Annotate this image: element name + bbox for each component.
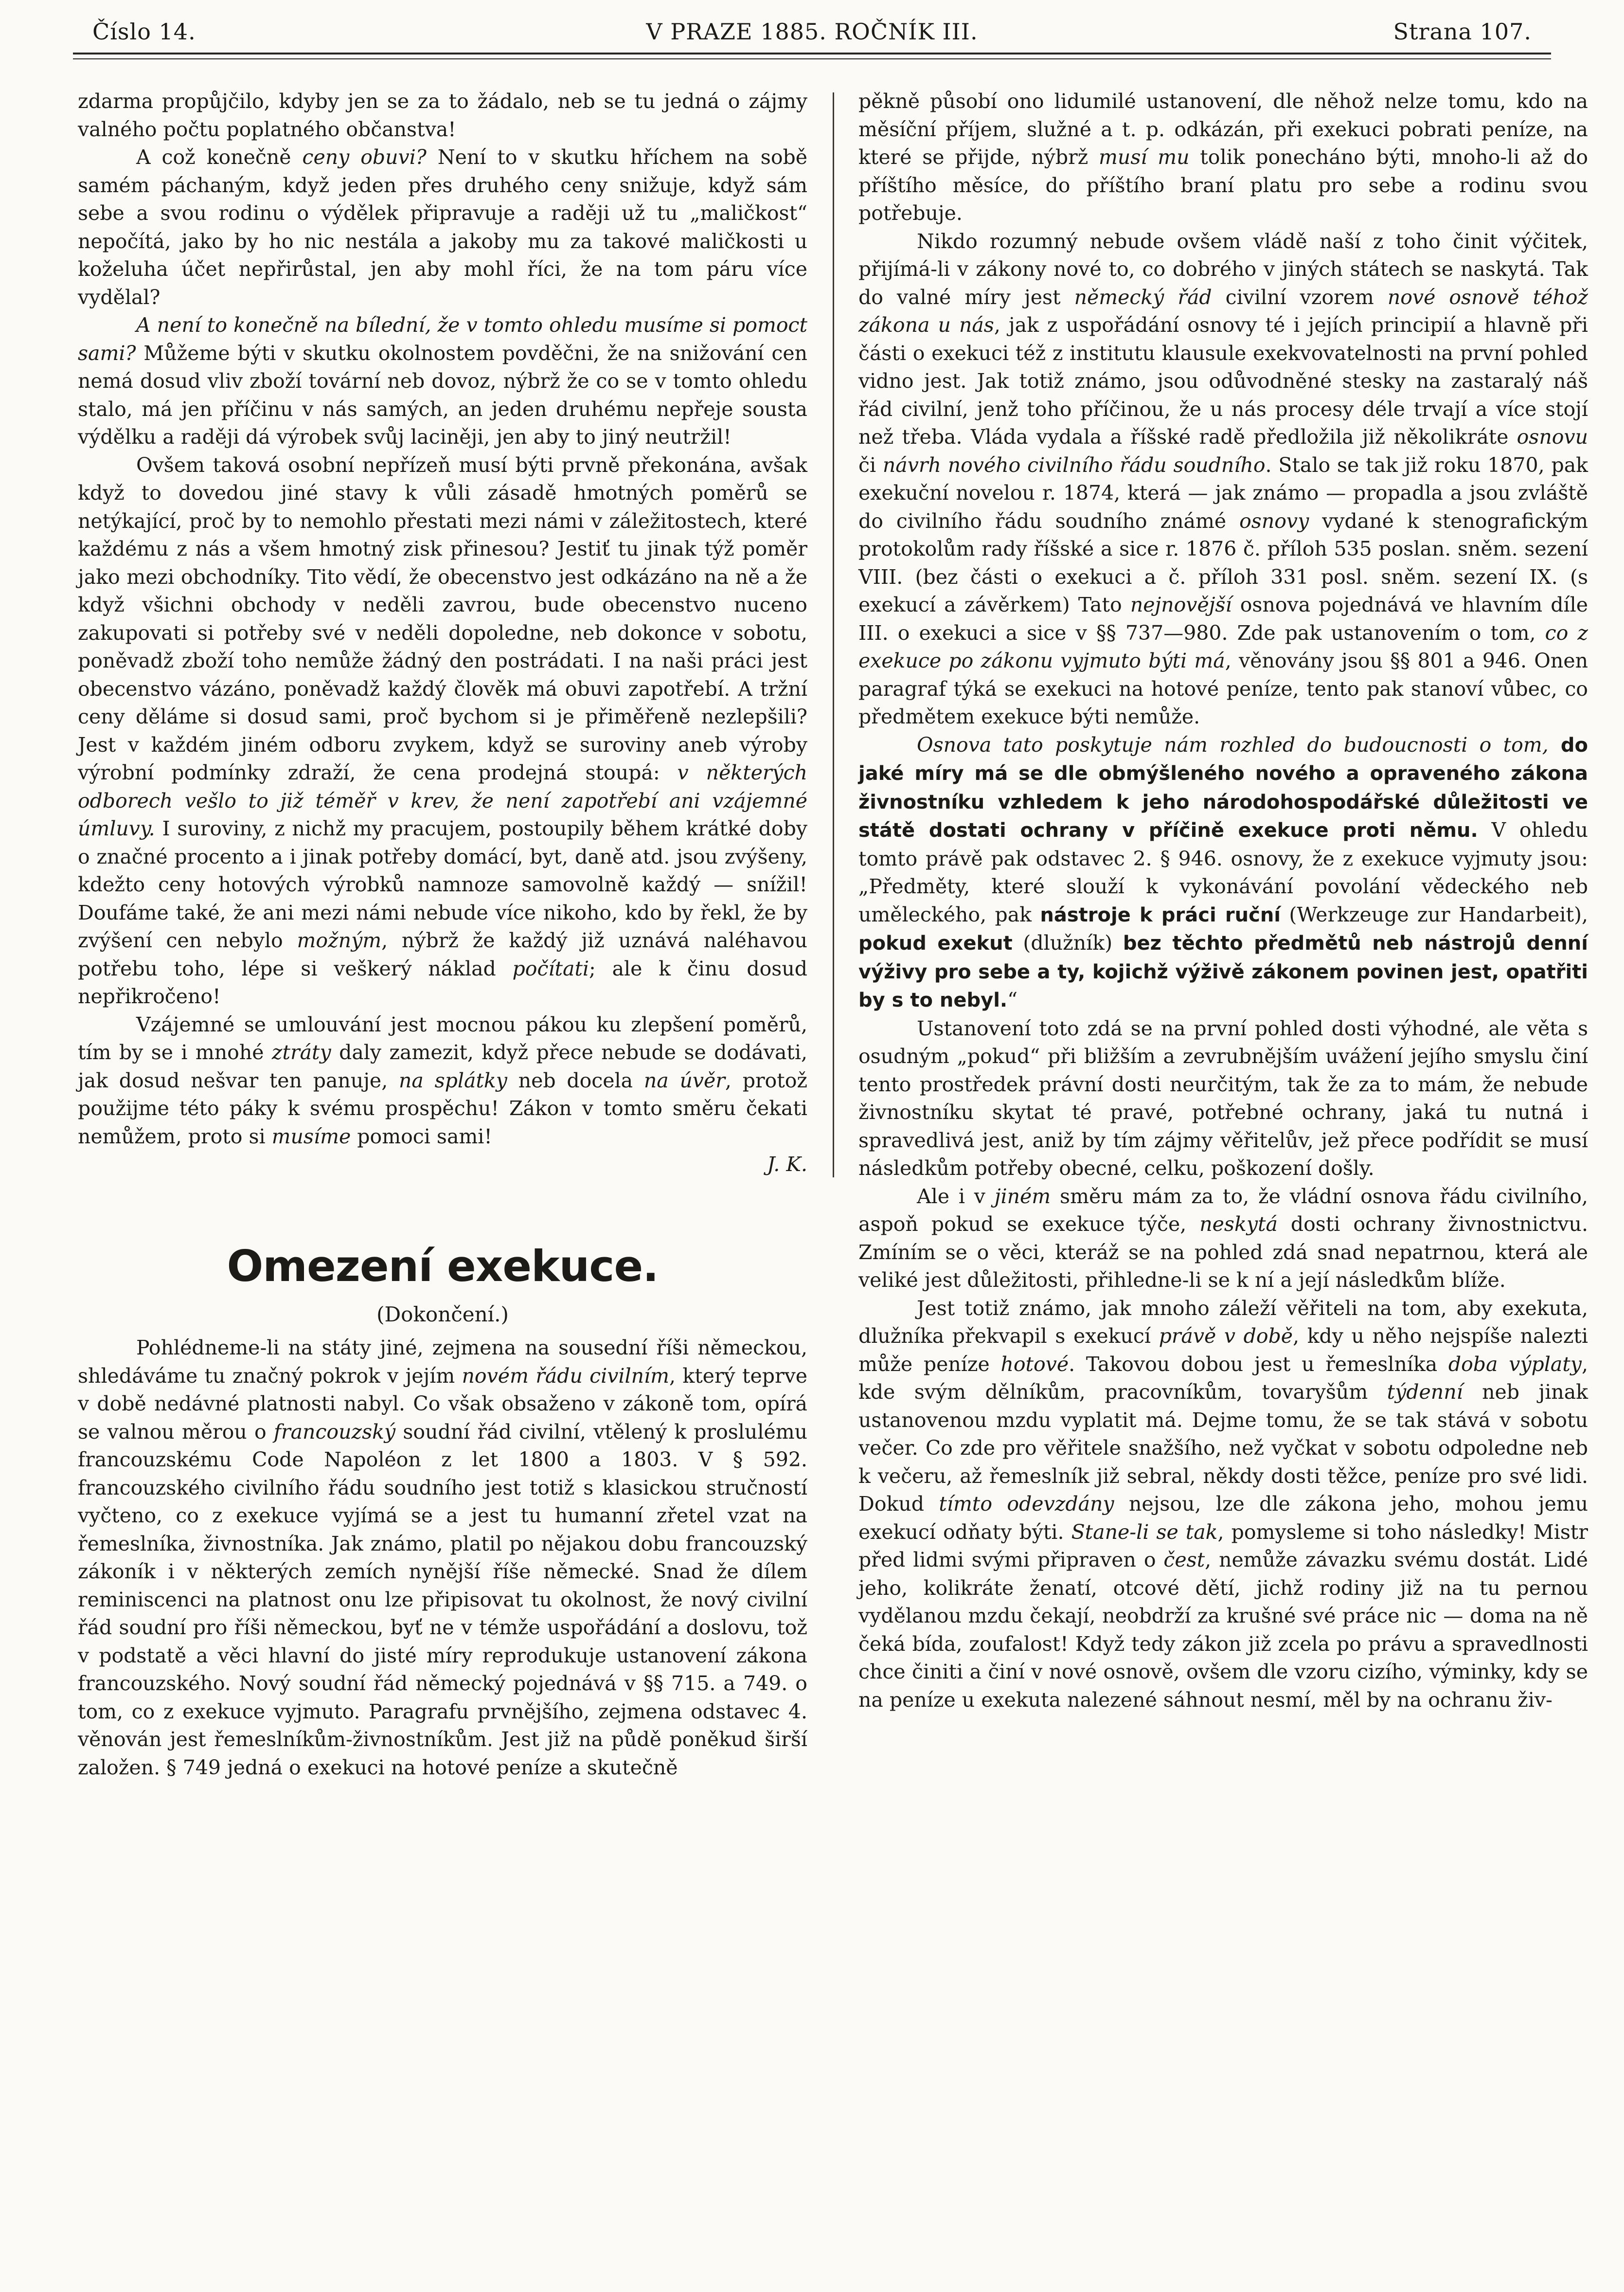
right-paragraph-6: Jest totiž známo, jak mnoho záleží věřiteli na tom, aby exekuta, dlužníka překvapil s exekucí právě v době, kdy u něho nejspíše nalezti může peníze hotové. Takovou dobou jest u řemeslníka doba výplaty, kde svým dělníkům, pracovníkům, tovaryšům týdenní neb jinak ustanovenou mzdu vyplatit má. Dejme tomu, že se tak stává v sobotu večer. Co zde pro věřitele snažšího, než vyčkat v sobotu odpoledne neb k večeru, až řemeslník již sebral, někdy dosti těžce, peníze pro své lidi. Dokud tímto odevzdány nejsou, lze dle zákona jeho, mohou jemu exekucí odňaty býti. Stane-li se tak, pomysleme si toho následky! Mistr před lidmi svými připraven o čest, nemůže závazku svému dostát. Lidé jeho, kolikráte ženatí, otcové dětí, jichž rodiny již na tu pernou vydělanou mzdu čekají, neobdrží za krušné své práce nic — doma na ně čeká bída, zoufalost! Když tedy zákon již zcela po právu a spravedlnosti chce činiti a činí v nové osnově, ovšem dle vzoru cizího, výminky, kdy se na peníze u exekuta nalezené sáhnout nesmí, měl by na ochranu živ-: [858, 1296, 1588, 1712]
right-paragraph-5: Ale i v jiném směru mám za to, že vládní osnova řádu civilního, aspoň pokud se exekuce týče, neskytá dosti ochrany živnostnictvu. Zmíním se o věci, kteráž se na pohled zdá snad nepatrnou, která ale veliké jest důležitosti, přihledne-li se k ní a její následkům blíže.: [858, 1184, 1588, 1292]
right-paragraph-1: pěkně působí ono lidumilé ustanovení, dle něhož nelze tomu, kdo na měsíční příjem, služné a t. p. odkázán, při exekuci pobrati peníze, na které se přijde, nýbrž musí mu tolik ponecháno býti, mnoho-li až do příštího měsíce, do příštího braní platu pro sebe a rodinu svou potřebuje.: [858, 90, 1588, 225]
left-paragraph-6: Pohlédneme-li na státy jiné, zejmena na sousední říši německou, shledáváme tu značný pokrok v jejím novém řádu civilním, který teprve v době nedávné platnosti nabyl. Co však obsaženo v zákoně tom, opírá se valnou měrou o francouzský soudní řád civilní, vtělený k proslulému francouzskému Code Napoléon z let 1800 a 1803. V § 592. francouzského civilního řádu soudního jest totiž s klasickou stručností vyčteno, co z exekuce vyjímá se a jest tu humanní zřetel vzat na řemeslníka, živnostníka. Jak známo, platil po nějakou dobu francouzský zákoník i v některých zemích nynější říše německé. Snad že dílem reminiscenci na platnost onu lze připisovat tu okolnost, že nový civilní řád soudní pro říši německou, byť ne v témže uspořádání a doslovu, tož v podstatě a věci hlavní do jisté míry reprodukuje ustanovení zákona francouzského. Nový soudní řád německý pojednává v §§ 715. a 749. o tom, co z exekuce vyjmuto. Paragrafu prvnějšího, zejmena odstavec 4. věnován jest řemeslníkům-živnostníkům. Jest již na půdě poněkud širší založen. § 749 jedná o exekuci na hotové peníze a skutečně: [78, 1336, 807, 1779]
right-paragraph-4: Ustanovení toto zdá se na první pohled dosti výhodné, ale věta s osudným „pokud“ při bližším a zevrubnějším uvážení jejího smyslu činí tento prostředek právní dosti neurčitým, tak že za to mám, že nebude živnostníku skytat té pravé, potřebné ochrany, jaká tu nutná i spravedlivá jest, aniž by tím zájmy věřitelův, jež přece podřídit se musí následkům potřeby obecné, celku, poškození došly.: [858, 1016, 1588, 1180]
place-year-volume: V PRAZE 1885. ROČNÍK III.: [646, 18, 978, 45]
header-rule-thin: [73, 58, 1551, 59]
issue-number: Číslo 14.: [92, 18, 196, 45]
left-column: [78, 88, 807, 1782]
author-signature: J. K.: [767, 1153, 807, 1176]
left-paragraph-2: A což konečně ceny obuvi? Není to v skutku hříchem na sobě samém páchaným, když jeden přes druhého ceny snižuje, když sám sebe a svou rodinu o výdělek připravuje a raději už tu „maličkost“ nepočítá, jako by ho nic nestála a jakoby mu za takové maličkosti u koželuha účet nepřirůstal, jen aby mohl říci, že na tom páru více vydělal?: [78, 145, 808, 309]
right-column: [858, 88, 1588, 1714]
left-paragraph-4: Ovšem taková osobní nepřízeň musí býti prvně překonána, avšak když to dovedou jiné stavy k vůli zásadě hmotných poměrů se netýkající, proč by to nemohlo přestati mezi námi v záležitostech, které každému z nás a všem hmotný zisk přinesou? Jestiť tu jinak týž poměr jako mezi obchodníky. Tito vědí, že obecenstvo jest odkázáno na ně a že když všichni obchody v neděli zavrou, bude obecenstvo nuceno zakupovati si potřeby své v neděli dopoledne, neb dokonce v sobotu, poněvadž zboží toho nemůže žádný den postrádati. I na naši práci jest obecenstvo vázáno, poněvadž každý člověk má obuvi zapotřebí. A tržní ceny děláme si dosud sami, proč bychom si je přiměřeně nezlepšili? Jest v každém jiném odboru zvykem, když se suroviny aneb výroby výrobní podmínky zdraží, že cena prodejná stoupá: v některých odborech vešlo to již téměř v krev, že není zapotřebí ani vzájemné úmluvy. I suroviny, z nichž my pracujem, postoupily během krátké doby o značné procento a i jinak potřeby domácí, byt, daně atd. jsou zvýšeny, kdežto ceny hotových výrobků namnoze samovolně každý — snížil! Doufáme také, že ani mezi námi nebude více nikoho, kdo by řekl, že by zvýšení cen nebylo možným, nýbrž že každý již uznává naléhavou potřebu toho, lépe si veškerý náklad počítati; ale k činu dosud nepřikročeno!: [78, 453, 808, 1008]
page-header: [92, 15, 1532, 49]
right-paragraph-2: Nikdo rozumný nebude ovšem vládě naší z toho činit výčitek, přijímá-li v zákony nové to, co dobrého v jiných státech se naskytá. Tak do valné míry jest německý řád civilní vzorem nové osnově téhož zákona u nás, jak z uspořádání osnovy té i jejích principií a hlavně při části o exekuci též z institutu klausule exekvovatelnosti na první pohled vidno jest. Jak totiž známo, jsou odůvodněné stesky na zastaralý náš řád civilní, jenž toho příčinou, že u nás procesy déle trvají a více stojí než třeba. Vláda vydala a říšské radě předložila již několikráte osnovu či návrh nového civilního řádu soudního. Stalo se tak již roku 1870, pak exekuční novelou r. 1874, která — jak známo — propadla a jsou zvláště do civilního řádu soudního známé osnovy vydané k stenografickým protokolům rady říšské a sice r. 1876 č. příloh 535 poslan. sněm. sezení VIII. (bez části o exekuci a č. příloh 331 posl. sněm. sezení IX. (s exekucí a závěrkem) Tato nejnovější osnova pojednává ve hlavním díle III. o exekuci a sice v §§ 737—980. Zde pak ustanovením o tom, co z exekuce po zákonu vyjmuto býti má, věnovány jsou §§ 801 a 946. Onen paragraf týká se exekuci na hotové peníze, tento pak stanoví vůbec, co předmětem exekuce býti nemůže.: [858, 229, 1588, 728]
column-divider: [833, 92, 834, 1177]
header-rule-thick: [73, 53, 1551, 54]
right-paragraph-3: Osnova tato poskytuje nám rozhled do budoucnosti o tom, do jaké míry má se dle obmýšleného nového a opraveného zákona živnostníku vzhledem k jeho národohospodářské důležitosti ve státě dostati ochrany v příčině exekuce proti němu. V ohledu tomto právě pak odstavec 2. § 946. osnovy, že z exekuce vyjmuty jsou: „Předměty, které slouží k vykonávání povolání vědeckého neb uměleckého, pak nástroje k práci ruční (Werkzeuge zur Handarbeit), pokud exekut (dlužník) bez těchto předmětů neb nástrojů denní výživy pro sebe a ty, kojichž výživě zákonem povinen jest, opatřiti by s to nebyl.“: [858, 733, 1588, 1011]
left-paragraph-5: Vzájemné se umlouvání jest mocnou pákou ku zlepšení poměrů, tím by se i mnohé ztráty daly zamezit, když přece nebude se dodávati, jak dosud nešvar ten panuje, na splátky neb docela na úvěr, protož použijme této páky k svému prospěchu! Zákon v tomto směru čekati nemůžem, proto si musíme pomoci sami!: [78, 1012, 808, 1148]
article-title: Omezení exekuce.: [227, 1241, 659, 1291]
left-paragraph-3: A není to konečně na bílední, že v tomto ohledu musíme si pomoct sami? Můžeme býti v skutku okolnostem povděčni, že na snižování cen nemá dosud vliv zboží tovární neb dovoz, nýbrž že co se v tomto ohledu stalo, má jen příčinu v nás samých, an jeden druhému nepřeje sousta výdělku a raději dá výrobek svůj laciněji, jen aby to jiný neutržil!: [78, 313, 807, 449]
left-paragraph-1: zdarma propůjčilo, kdyby jen se za to žádalo, neb se tu jedná o zájmy valného počtu poplatného občanstva!: [78, 90, 807, 141]
page-number: Strana 107.: [1393, 18, 1532, 45]
article-subtitle: (Dokončení.): [376, 1302, 509, 1326]
